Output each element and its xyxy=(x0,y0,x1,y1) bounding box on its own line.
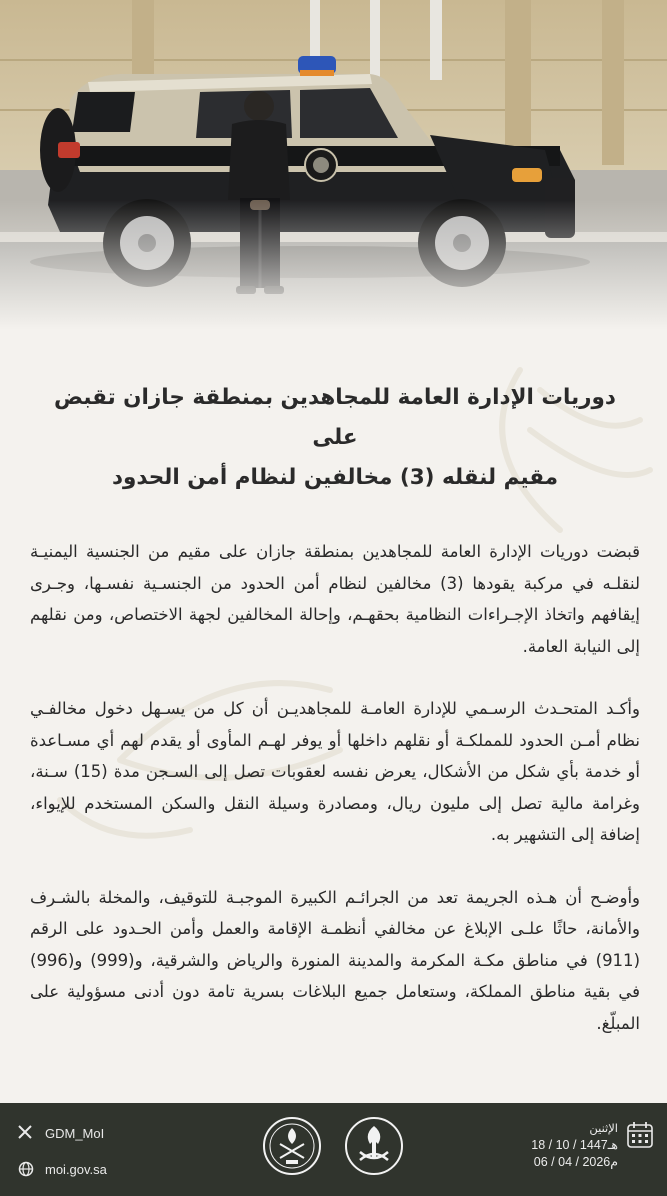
x-account-link[interactable] xyxy=(18,1122,107,1144)
headline-line-2: مقيم لنقله (3) مخالفين لنظام أمن الحدود xyxy=(111,465,559,490)
date-block xyxy=(531,1120,654,1171)
website-url: moi.gov.sa xyxy=(45,1161,107,1177)
globe-icon xyxy=(18,1161,34,1177)
date-text xyxy=(531,1120,618,1171)
gregorian-date: 06 / 04 / 2026م xyxy=(533,1155,618,1169)
paragraph-3: وأوضـح أن هـذه الجريمة تعد من الجرائـم الكبيرة الموجبـة للتوقيف، والمخلة بالشـرف والأمانة، حاثًا علـى الإبلاغ عن مخالفي أنظمـة الإقامة والعمل وأمن الحـدود على الرقم (911) في مناطق مكـة المكرمة والمدينة المنورة والرياض والشرقية، و(999) و(996) في بقية مناطق المملكة، وستعامل جميع البلاغات بسرية تامة دون أدنى مسؤولية على المبلّغ. xyxy=(30,887,640,1033)
hijri-date: 18 / 10 / 1447هـ xyxy=(531,1138,618,1152)
footer-bar xyxy=(0,1103,667,1196)
news-photo xyxy=(0,0,667,330)
calendar-icon xyxy=(626,1120,654,1155)
article-body xyxy=(30,378,640,1070)
saudi-emblem-icon xyxy=(344,1114,404,1185)
paragraph-2: وأكـد المتحـدث الرسـمي للإدارة العامـة للمجاهديـن أن كل من يسـهل دخول مخالفـي نظام أمـن الحدود للمملكـة أو نقلهم داخلها أو يوفر لهـم المأوى أو يقدم لهم أي مسـاعدة أو خدمة بأي شكل من الأشكال، يعرض نفسه لعقوبات تصل إلى السـجن مدة (15) سـنة، وغرامة مالية تصل إلى مليون ريال، ومصادرة وسيلة النقل والسكن المستخدم للإيواء، إضافة إلى التشهير به. xyxy=(30,699,640,844)
footer-logos xyxy=(262,1114,404,1185)
article-headline xyxy=(30,378,640,498)
x-logo-icon xyxy=(18,1125,34,1141)
x-handle: GDM_MoI xyxy=(45,1125,105,1141)
website-link[interactable] xyxy=(18,1158,107,1180)
day-name: الإثنين xyxy=(589,1121,618,1135)
ministry-emblem-icon xyxy=(262,1114,322,1185)
paragraph-1: قبضت دوريات الإدارة العامة للمجاهدين بمنطقة جازان على مقيم من الجنسية اليمنيـة لنقلـه في مركبة يقودها (3) مخالفين لنظام أمن الحدود من الجنسـية نفسـها، وجـرى إيقافهم واتخاذ الإجـراءات النظامية بحقهـم، وإحالة المخالفين لجهة الاختصاص، ومن نقلهم إلى النيابة العامة. xyxy=(30,542,640,656)
headline-line-1: دوريات الإدارة العامة للمجاهدين بمنطقة جازان تقبض على xyxy=(54,385,616,450)
social-links xyxy=(18,1122,107,1194)
